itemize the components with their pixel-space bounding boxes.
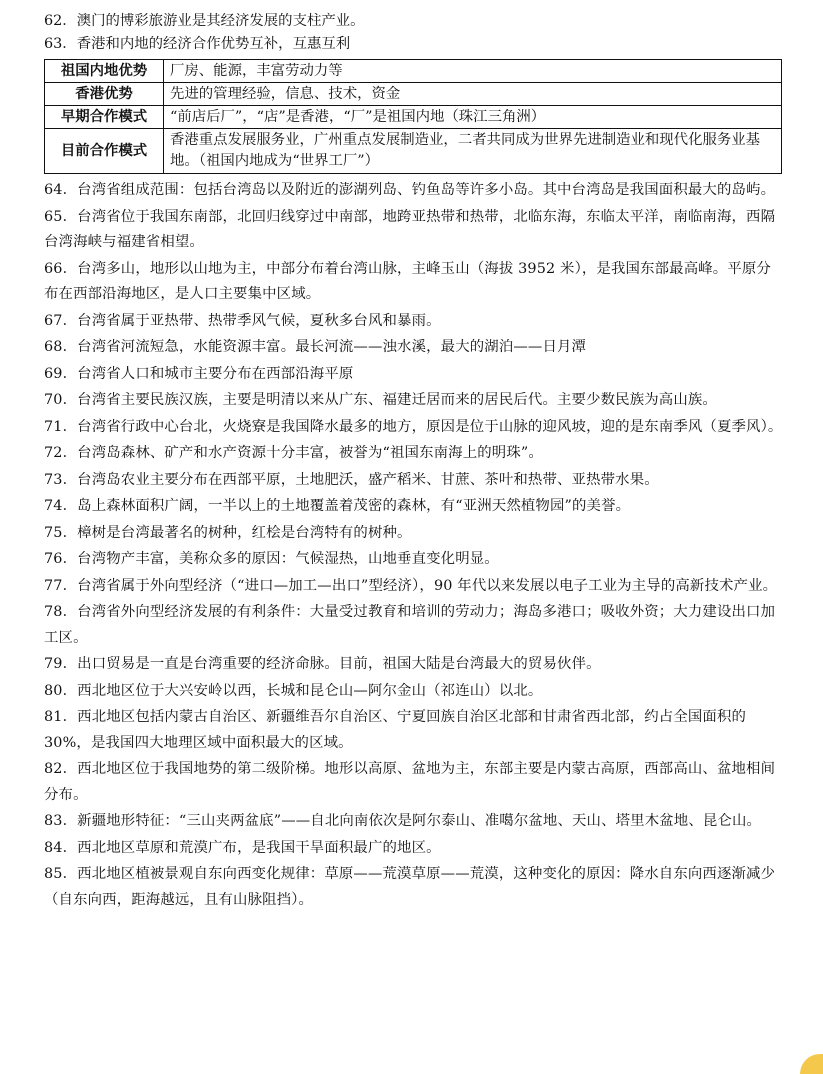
row-content-early-model: “前店后厂”，“店”是香港，“厂”是祖国内地（珠江三角洲）: [164, 106, 782, 129]
item-82: 82．西北地区位于我国地势的第二级阶梯。地形以高原、盆地为主，东部主要是内蒙古高原，西部高山、盆地相间分布。: [44, 761, 776, 803]
item-69: 69．台湾省人口和城市主要分布在西部沿海平原: [44, 365, 354, 382]
item-84: 84．西北地区草原和荒漠广布，是我国干旱面积最广的地区。: [44, 839, 441, 856]
row-header-current-model: 目前合作模式: [45, 129, 164, 174]
item-79: 79．出口贸易是一直是台湾重要的经济命脉。目前，祖国大陆是台湾最大的贸易伙伴。: [44, 656, 601, 672]
table-row: [45, 129, 782, 174]
row-content-hk-advantage: 先进的管理经验，信息、技术，资金: [164, 83, 782, 106]
item-76: 76．台湾物产丰富，美称众多的原因：气候湿热，山地垂直变化明显。: [44, 551, 499, 567]
item-65: 65．台湾省位于我国东南部，北回归线穿过中南部，地跨亚热带和热带，北临东海，东临太平洋，南临南海，西隔台湾海峡与福建省相望。: [44, 208, 776, 250]
item-72: 72．台湾岛森林、矿产和水产资源十分丰富，被誉为“祖国东南海上的明珠”。: [44, 445, 543, 461]
item-77: 77．台湾省属于外向型经济（“进口—加工—出口”型经济），90 年代以来发展以电子工业为主导的高新技术产业。: [44, 577, 778, 594]
item-62: 62．澳门的博彩旅游业是其经济发展的支柱产业。: [44, 13, 365, 29]
item-71: 71．台湾省行政中心台北，火烧寮是我国降水最多的地方，原因是位于山脉的迎风坡，迎的是东南季风（夏季风）。: [44, 418, 783, 435]
item-64: 64．台湾省组成范围：包括台湾岛以及附近的澎湖列岛、钓鱼岛等许多小岛。其中台湾岛是我国面积最大的岛屿。: [44, 182, 776, 198]
item-70: 70．台湾省主要民族汉族，主要是明清以来从广东、福建迁居而来的居民后代。主要少数民族为高山族。: [44, 392, 717, 408]
row-header-hk-advantage: 香港优势: [45, 83, 164, 106]
row-header-mainland-advantage: 祖国内地优势: [45, 60, 164, 83]
item-78: 78．台湾省外向型经济发展的有利条件：大量受过教育和培训的劳动力；海岛多港口；吸收外资；大力建设出口加工区。: [44, 604, 776, 646]
table-row: [45, 83, 782, 106]
table-row: [45, 106, 782, 129]
item-73: 73．台湾岛农业主要分布在西部平原，土地肥沃，盛产稻米、甘蔗、茶叶和热带、亚热带水果。: [44, 471, 659, 488]
item-85: 85．西北地区植被景观自东向西变化规律：草原——荒漠草原——荒漠，这种变化的原因：降水自东向西逐渐减少（自东向西，距海越远，且有山脉阻挡）。: [44, 866, 776, 908]
item-81: 81．西北地区包括内蒙古自治区、新疆维吾尔自治区、宁夏回族自治区北部和甘肃省西北部，约占全国面积的 30%，是我国四大地理区域中面积最大的区域。: [44, 709, 747, 751]
item-80: 80．西北地区位于大兴安岭以西，长城和昆仑山—阿尔金山（祁连山）以北。: [44, 682, 543, 699]
item-74: 74．岛上森林面积广阔，一半以上的土地覆盖着茂密的森林，有“亚洲天然植物园”的美誉。: [44, 498, 631, 514]
item-75: 75．樟树是台湾最著名的树种，红桧是台湾特有的树种。: [44, 524, 412, 541]
row-content-mainland-advantage: 厂房、能源，丰富劳动力等: [164, 60, 782, 83]
item-83: 83．新疆地形特征：“三山夹两盆底”——自北向南依次是阿尔泰山、准噶尔盆地、天山、塔里木盆地、昆仑山。: [44, 813, 762, 829]
table-row: [45, 60, 782, 83]
item-63: 63．香港和内地的经济合作优势互补，互惠互利: [44, 36, 351, 52]
row-content-current-model: 香港重点发展服务业，广州重点发展制造业，二者共同成为世界先进制造业和现代化服务业基地。（祖国内地成为“世界工厂”）: [164, 129, 782, 174]
hk-mainland-cooperation-table: [44, 59, 782, 174]
row-header-early-model: 早期合作模式: [45, 106, 164, 129]
item-66: 66．台湾多山，地形以山地为主，中部分布着台湾山脉，主峰玉山（海拔 3952 米），是我国东部最高峰。平原分布在西部沿海地区，是人口主要集中区域。: [44, 260, 771, 302]
item-68: 68．台湾省河流短急，水能资源丰富。最长河流——浊水溪，最大的湖泊——日月潭: [44, 339, 587, 355]
item-67: 67．台湾省属于亚热带、热带季风气候，夏秋多台风和暴雨。: [44, 312, 441, 329]
page-corner-decoration: [800, 1054, 823, 1074]
